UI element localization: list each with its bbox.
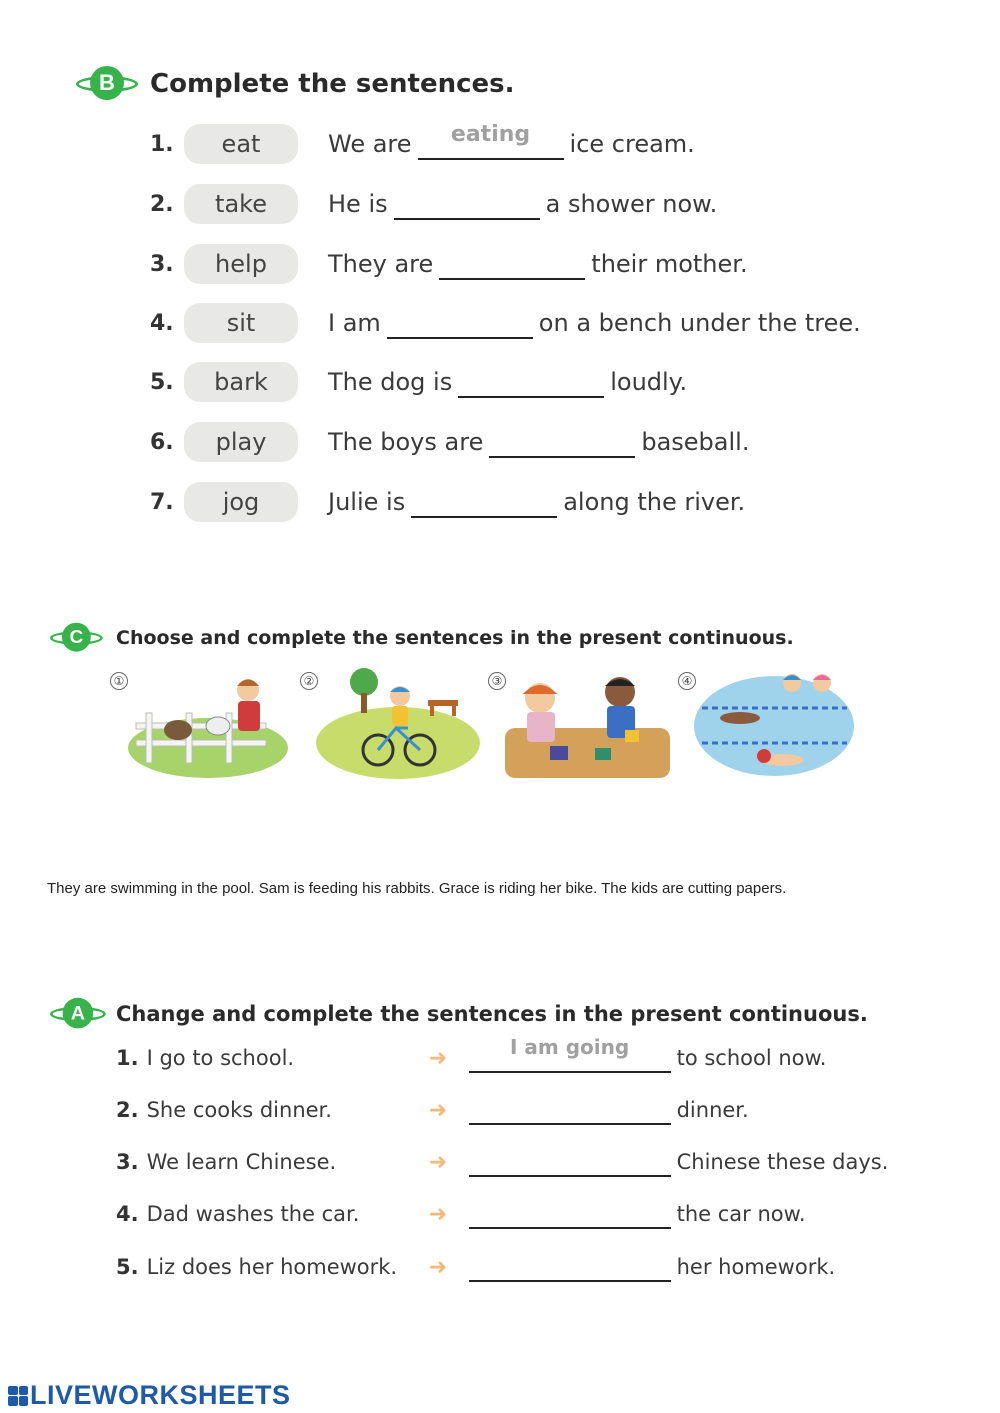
b-row-7: 7. jog Julie is along the river. — [150, 482, 745, 522]
answer-blank[interactable] — [387, 307, 533, 339]
answer-blank[interactable] — [469, 1199, 671, 1229]
section-a-header — [50, 994, 868, 1034]
b-row-1: 1. eat We are eating ice cream. — [150, 124, 695, 164]
b-row-3: 3. help They are their mother. — [150, 244, 748, 284]
answer-blank[interactable] — [418, 122, 564, 160]
logo-grid-icon — [8, 1386, 28, 1406]
arrow-icon: ➜ — [428, 1254, 448, 1280]
answer-blank[interactable] — [469, 1252, 671, 1282]
answer-blank[interactable] — [394, 188, 540, 220]
section-a-badge: A — [50, 996, 108, 1032]
answer-blank[interactable] — [411, 486, 557, 518]
kids-cutting-papers-illustration — [505, 668, 670, 783]
section-c-header — [50, 618, 794, 658]
arrow-icon: ➜ — [428, 1149, 448, 1175]
section-b-badge: B — [76, 64, 140, 104]
verb-box: jog — [184, 482, 298, 522]
verb-box: help — [184, 244, 298, 284]
section-b-title: Complete the sentences. — [150, 69, 515, 99]
verb-box: bark — [184, 362, 298, 402]
arrow-icon: ➜ — [428, 1097, 448, 1123]
a-row-3: 3. We learn Chinese. ➜ Chinese these days. — [116, 1146, 888, 1178]
b-row-6: 6. play The boys are baseball. — [150, 422, 749, 462]
example-answer: eating — [450, 122, 531, 147]
arrow-icon: ➜ — [428, 1045, 448, 1071]
a-row-4: 4. Dad washes the car. ➜ the car now. — [116, 1198, 806, 1230]
a-row-2: 2. She cooks dinner. ➜ dinner. — [116, 1094, 749, 1126]
answer-blank[interactable] — [469, 1035, 671, 1073]
picture-number: ① — [110, 672, 128, 690]
picture-number: ③ — [488, 672, 506, 690]
arrow-icon: ➜ — [428, 1201, 448, 1227]
section-b-header — [76, 64, 515, 104]
section-c-badge: C — [50, 621, 104, 655]
picture-number: ④ — [678, 672, 696, 690]
section-c-title: Choose and complete the sentences in the present continuous. — [116, 627, 794, 649]
picture-number: ② — [300, 672, 318, 690]
boy-feeding-rabbits-illustration — [126, 668, 291, 783]
answer-blank[interactable] — [439, 248, 585, 280]
a-row-1: 1. I go to school. ➜ I am going to school now. — [116, 1042, 826, 1074]
verb-box: eat — [184, 124, 298, 164]
verb-box: sit — [184, 303, 298, 343]
liveworksheets-logo: LIVEWORKSHEETS — [8, 1380, 291, 1411]
answer-blank[interactable] — [458, 366, 604, 398]
b-row-4: 4. sit I am on a bench under the tree. — [150, 303, 861, 343]
answer-blank[interactable] — [469, 1095, 671, 1125]
verb-box: take — [184, 184, 298, 224]
girl-riding-bike-illustration — [316, 668, 481, 783]
a-row-5: 5. Liz does her homework. ➜ her homework. — [116, 1251, 835, 1283]
section-a-title: Change and complete the sentences in the present continuous. — [116, 1002, 868, 1026]
b-row-2: 2. take He is a shower now. — [150, 184, 717, 224]
example-answer: I am going — [510, 1035, 630, 1059]
kids-swimming-pool-illustration — [692, 668, 857, 783]
word-bank: They are swimming in the pool. Sam is feeding his rabbits. Grace is riding her bike. The kids are cutting papers. — [47, 880, 787, 897]
answer-blank[interactable] — [489, 426, 635, 458]
b-row-5: 5. bark The dog is loudly. — [150, 362, 687, 402]
answer-blank[interactable] — [469, 1147, 671, 1177]
verb-box: play — [184, 422, 298, 462]
